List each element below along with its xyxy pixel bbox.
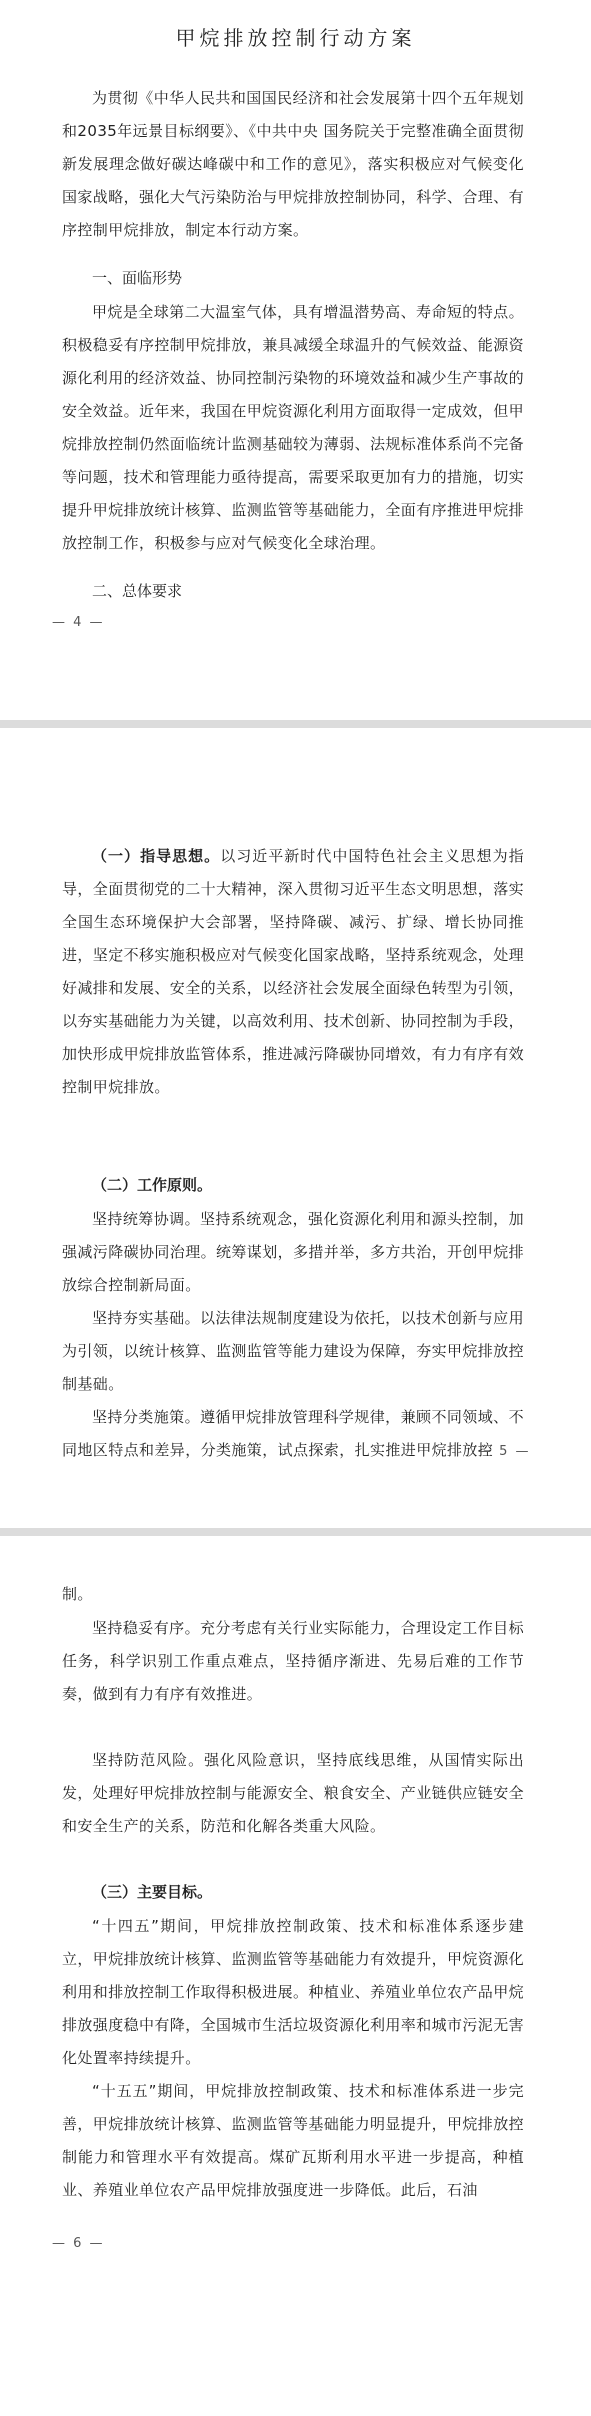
goal-14th-five-year: “十四五”期间，甲烷排放控制政策、技术和标准体系逐步建立，甲烷排放统计核算、监测监管等基础能力有效提升，甲烷资源化利用和排放控制工作取得积极进展。种植业、养殖业单位农产品甲烷排放强度稳中有降，全国城市生活垃圾资源化利用率和城市污泥无害化处置率持续提升。: [62, 1917, 525, 2067]
page-separator: [0, 1528, 591, 1536]
work-principles-heading: （二）工作原则。: [92, 1176, 213, 1194]
document-page-4: [0, 0, 591, 720]
principle-classified-policy: 坚持分类施策。遵循甲烷排放管理科学规律，兼顾不同领域、不同地区特点和差异，分类施策，试点探索，扎实推进甲烷排放控: [62, 1408, 524, 1459]
intro-paragraph: 为贯彻《中华人民共和国国民经济和社会发展第十四个五年规划和2035年远景目标纲要》、《中共中央 国务院关于完整准确全面贯彻新发展理念做好碳达峰碳中和工作的意见》，落实积极应对气候变化国家战略，强化大气污染防治与甲烷排放控制协同，科学、合理、有序控制甲烷排放，制定本行动方案。: [62, 89, 525, 239]
continued-text: 制。: [62, 1585, 93, 1603]
principle-steady-orderly: 坚持稳妥有序。充分考虑有关行业实际能力，合理设定工作目标任务，科学识别工作重点难点，坚持循序渐进、先易后难的工作节奏，做到有力有序有效推进。: [62, 1619, 524, 1703]
goal-15th-five-year: “十五五”期间，甲烷排放控制政策、技术和标准体系进一步完善，甲烷排放统计核算、监测监管等基础能力明显提升，甲烷排放控制能力和管理水平有效提高。煤矿瓦斯利用水平进一步提高，种植业、养殖业单位农产品甲烷排放强度进一步降低。此后，石油: [62, 2082, 525, 2199]
document-title: 甲烷排放控制行动方案: [175, 26, 416, 50]
guiding-ideology-text: 以习近平新时代中国特色社会主义思想为指导，全面贯彻党的二十大精神，深入贯彻习近平生态文明思想，落实全国生态环境保护大会部署，坚持降碳、减污、扩绿、增长协同推进，坚定不移实施积极应对气候变化国家战略，坚持系统观念，处理好减排和发展、安全的关系，以经济社会发展全面绿色转型为引领，以夯实基础能力为关键，以高效利用、技术创新、协同控制为手段，加快形成甲烷排放监管体系，推进减污降碳协同增效，有力有序有效控制甲烷排放。: [62, 847, 525, 1096]
section-heading-general-requirements: 二、总体要求: [92, 582, 183, 600]
section-heading-situation: 一、面临形势: [92, 269, 183, 287]
document-page-6: [0, 1536, 591, 2416]
page-separator: [0, 720, 591, 728]
page-number: — 5 —: [478, 1444, 531, 1459]
page-number: — 4 —: [52, 615, 105, 630]
guiding-ideology-heading: （一）指导思想。: [92, 847, 221, 865]
guiding-ideology-paragraph: [62, 840, 524, 1104]
principle-risk-prevention: 坚持防范风险。强化风险意识，坚持底线思维，从国情实际出发，处理好甲烷排放控制与能源安全、粮食安全、产业链供应链安全和安全生产的关系，防范和化解各类重大风险。: [62, 1751, 525, 1835]
situation-paragraph: 甲烷是全球第二大温室气体，具有增温潜势高、寿命短的特点。积极稳妥有序控制甲烷排放，兼具减缓全球温升的气候效益、能源资源化利用的经济效益、协同控制污染物的环境效益和减少生产事故的安全效益。近年来，我国在甲烷资源化利用方面取得一定成效，但甲烷排放控制仍然面临统计监测基础较为薄弱、法规标准体系尚不完备等问题，技术和管理能力亟待提高，需要采取更加有力的措施，切实提升甲烷排放统计核算、监测监管等基础能力，全面有序推进甲烷排放控制工作，积极参与应对气候变化全球治理。: [62, 303, 525, 552]
document-page-5: [0, 728, 591, 1528]
page-number: — 6 —: [52, 2236, 105, 2251]
main-goals-heading: （三）主要目标。: [92, 1883, 213, 1901]
principle-coordination: 坚持统筹协调。坚持系统观念，强化资源化利用和源头控制，加强减污降碳协同治理。统筹谋划，多措并举，多方共治，开创甲烷排放综合控制新局面。: [62, 1210, 525, 1294]
principle-foundation: 坚持夯实基础。以法律法规制度建设为依托，以技术创新与应用为引领，以统计核算、监测监管等能力建设为保障，夯实甲烷排放控制基础。: [62, 1309, 525, 1393]
